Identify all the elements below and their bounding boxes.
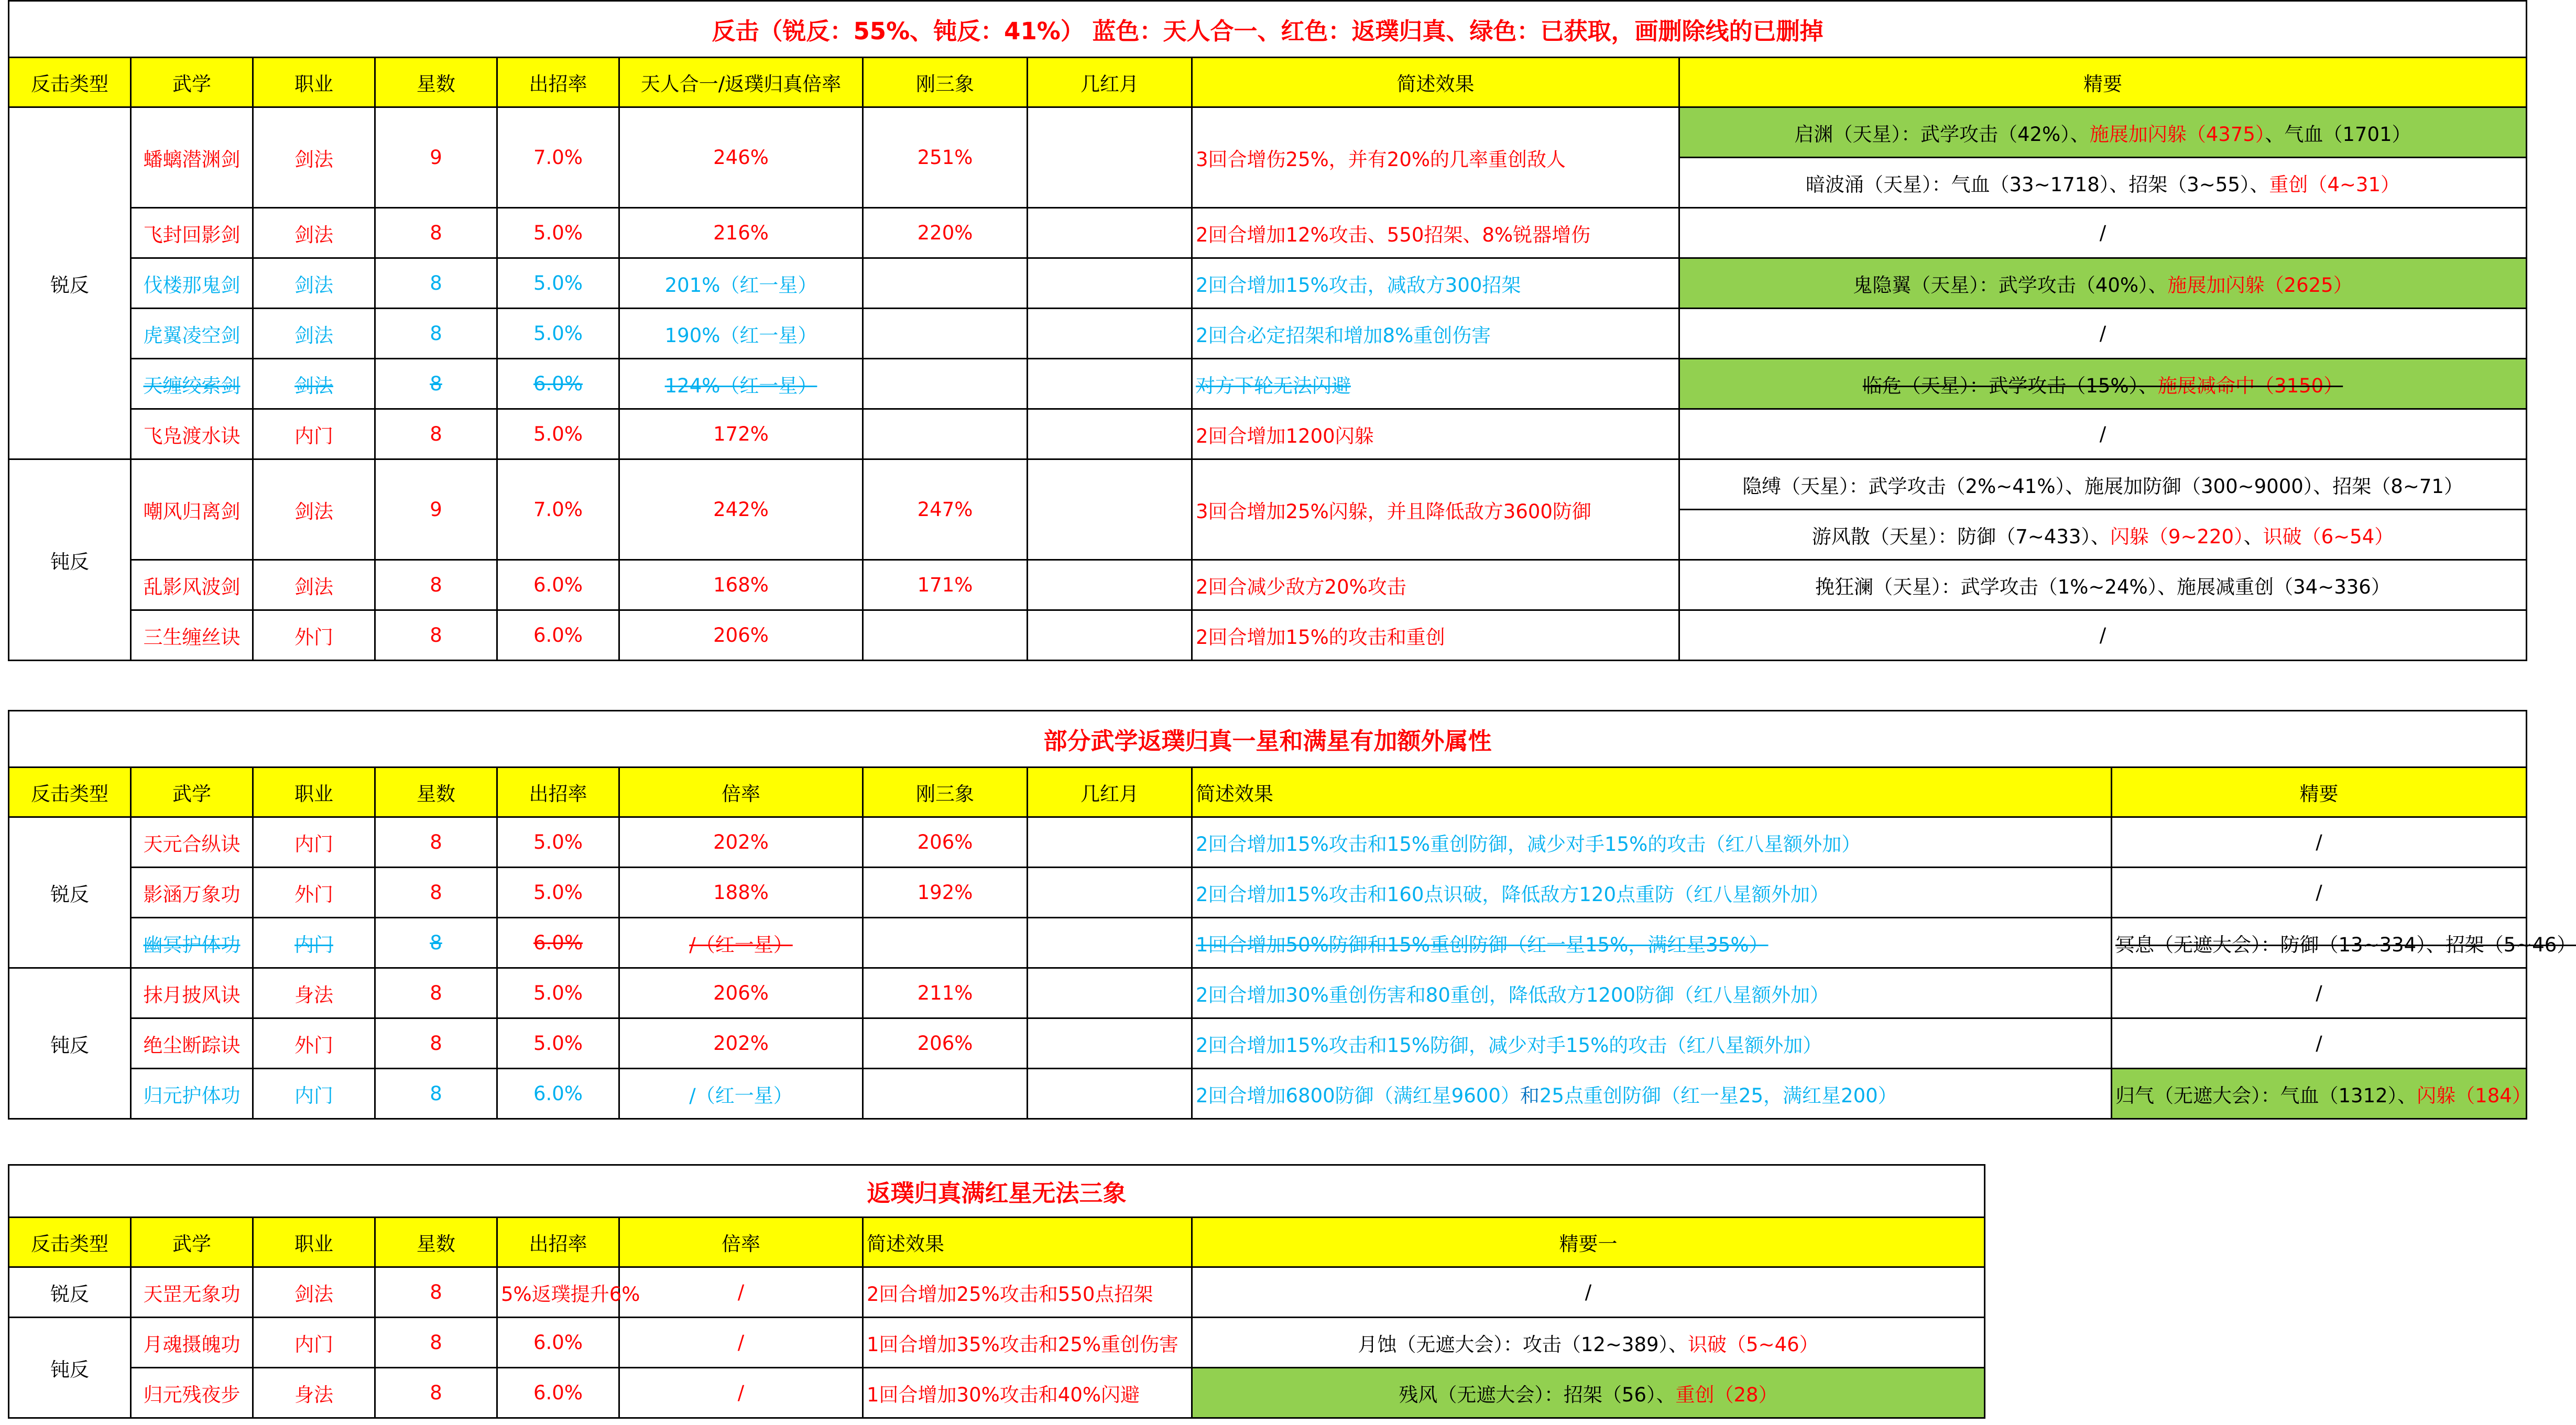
essence-highlight: 闪躲（184）	[2417, 1084, 2531, 1107]
skill-rate: 6.0%	[497, 1069, 619, 1119]
skill-hong	[1028, 309, 1192, 359]
skill-mult: 202%	[619, 1018, 863, 1069]
essence-text: 鬼隐翼（天星）：武学攻击（40%）、	[1853, 273, 2168, 297]
skill-effect: 3回合增加25%闪躲，并且降低敌方3600防御	[1192, 459, 1679, 560]
skill-star: 8	[375, 1018, 497, 1069]
group-label: 锐反	[9, 1267, 131, 1318]
skill-gang: 192%	[863, 868, 1028, 918]
essence-highlight: 重创（28）	[1675, 1383, 1778, 1406]
skill-job: 内门	[253, 817, 375, 868]
skill-essence	[2112, 1069, 2531, 1119]
skill-gang: 211%	[863, 968, 1028, 1018]
skill-effect	[1192, 1069, 2112, 1119]
skill-rate: 6.0%	[497, 1368, 619, 1418]
skill-mult: /	[619, 1318, 863, 1368]
skill-job: 剑法	[253, 560, 375, 610]
skill-name: 飞封回影剑	[131, 208, 253, 258]
group-label: 锐反	[9, 817, 131, 968]
skill-effect: 2回合必定招架和增加8%重创伤害	[1192, 309, 1679, 359]
skill-name: 幽冥护体功	[131, 918, 253, 968]
skill-job: 内门	[253, 1069, 375, 1119]
essence-text: 、	[2243, 525, 2263, 548]
skill-effect: 2回合增加12%攻击、550招架、8%锐器增伤	[1192, 208, 1679, 258]
essence-highlight: 重创（4~31）	[2269, 173, 2400, 196]
essence-text: 游风散（天星）：防御（7~433）、	[1811, 525, 2110, 548]
skill-essence: /	[2112, 1018, 2527, 1069]
skill-mult: /（红一星）	[619, 918, 863, 968]
effect-text: 25点重创防御（红一星25，满红星200）	[1539, 1084, 1897, 1107]
skill-essence: 挽狂澜（天星）：武学攻击（1%~24%）、施展减重创（34~336）	[1679, 560, 2527, 610]
skill-hong	[1028, 258, 1192, 309]
skill-name: 天元合纵诀	[131, 817, 253, 868]
skill-rate: 5.0%	[497, 868, 619, 918]
skill-gang: 220%	[863, 208, 1028, 258]
skill-hong	[1028, 817, 1192, 868]
skill-essence: /	[2112, 868, 2527, 918]
skill-name: 天罡无象功	[131, 1267, 253, 1318]
skill-gang: 206%	[863, 817, 1028, 868]
skill-effect: 2回合增加15%的攻击和重创	[1192, 610, 1679, 661]
skill-gang: 251%	[863, 107, 1028, 208]
skill-essence: /	[2112, 968, 2527, 1018]
skill-hong	[1028, 1069, 1192, 1119]
header-essence: 精要	[2112, 768, 2527, 817]
essence-highlight: 施展加闪躲（2625）	[2167, 273, 2353, 297]
skill-effect: 3回合增伤25%，并有20%的几率重创敌人	[1192, 107, 1679, 208]
skill-job: 剑法	[253, 258, 375, 309]
skill-hong	[1028, 560, 1192, 610]
header-rate: 出招率	[497, 1218, 619, 1267]
skill-essence	[1679, 158, 2527, 208]
skill-mult: 190%（红一星）	[619, 309, 863, 359]
skill-effect: 1回合增加50%防御和15%重创防御（红一星15%，满红星35%）	[1192, 918, 2112, 968]
skill-rate: 5%返璞提升6%	[497, 1267, 619, 1318]
skill-star: 8	[375, 918, 497, 968]
effect-text: 2回合增加6800防御（满红星9600）	[1196, 1084, 1520, 1107]
skill-mult: 124%（红一星）	[619, 359, 863, 409]
skill-job: 内门	[253, 409, 375, 459]
skill-name: 飞凫渡水诀	[131, 409, 253, 459]
table-counter-skills	[8, 0, 2527, 661]
essence-text: 月蚀（无遮大会）：攻击（12~389）、	[1358, 1333, 1688, 1356]
skill-star: 8	[375, 258, 497, 309]
skill-hong	[1028, 107, 1192, 208]
skill-job: 外门	[253, 868, 375, 918]
skill-star: 8	[375, 409, 497, 459]
skill-name: 伐楼那鬼剑	[131, 258, 253, 309]
header-skill: 武学	[131, 1218, 253, 1267]
skill-essence: /	[1192, 1267, 1985, 1318]
skill-gang	[863, 359, 1028, 409]
header-multiplier: 倍率	[619, 768, 863, 817]
skill-hong	[1028, 1018, 1192, 1069]
skill-rate: 5.0%	[497, 258, 619, 309]
skill-rate: 6.0%	[497, 560, 619, 610]
skill-rate: 5.0%	[497, 968, 619, 1018]
skill-essence	[1192, 1368, 1985, 1418]
skill-rate: 5.0%	[497, 309, 619, 359]
header-skill: 武学	[131, 58, 253, 107]
skill-star: 8	[375, 610, 497, 661]
skill-name: 天缠绞索剑	[131, 359, 253, 409]
skill-mult: 168%	[619, 560, 863, 610]
skill-mult: 206%	[619, 968, 863, 1018]
table3-title: 返璞归真满红星无法三象	[9, 1165, 1985, 1218]
skill-job: 剑法	[253, 1267, 375, 1318]
skill-job: 剑法	[253, 359, 375, 409]
skill-rate: 7.0%	[497, 107, 619, 208]
header-counter-type: 反击类型	[9, 768, 131, 817]
essence-text: 、气血（1701）	[2265, 123, 2411, 146]
header-stars: 星数	[375, 768, 497, 817]
skill-job: 内门	[253, 918, 375, 968]
skill-rate: 5.0%	[497, 208, 619, 258]
skill-hong	[1028, 610, 1192, 661]
skill-mult: 242%	[619, 459, 863, 560]
skill-star: 8	[375, 968, 497, 1018]
skill-star: 8	[375, 1069, 497, 1119]
skill-name: 抹月披风诀	[131, 968, 253, 1018]
header-effect: 简述效果	[863, 1218, 1192, 1267]
group-label: 钝反	[9, 459, 131, 661]
skill-effect: 2回合增加15%攻击和160点识破，降低敌方120点重防（红八星额外加）	[1192, 868, 2112, 918]
group-label: 钝反	[9, 968, 131, 1119]
skill-hong	[1028, 359, 1192, 409]
skill-name: 蟠螭潜渊剑	[131, 107, 253, 208]
header-job: 职业	[253, 768, 375, 817]
skill-star: 9	[375, 107, 497, 208]
header-gang: 刚三象	[863, 768, 1028, 817]
skill-star: 8	[375, 359, 497, 409]
skill-essence	[1679, 510, 2527, 560]
skill-mult: 202%	[619, 817, 863, 868]
skill-job: 外门	[253, 610, 375, 661]
essence-text: 临危（天星）：武学攻击（15%）、	[1862, 374, 2158, 397]
table-no-triple	[8, 1164, 1985, 1419]
skill-job: 剑法	[253, 309, 375, 359]
header-essence: 精要一	[1192, 1218, 1985, 1267]
header-stars: 星数	[375, 1218, 497, 1267]
skill-name: 嘲风归离剑	[131, 459, 253, 560]
skill-star: 8	[375, 1267, 497, 1318]
skill-gang	[863, 1069, 1028, 1119]
skill-gang	[863, 258, 1028, 309]
header-job: 职业	[253, 58, 375, 107]
skill-essence	[1192, 1318, 1985, 1368]
skill-star: 8	[375, 560, 497, 610]
skill-mult: 246%	[619, 107, 863, 208]
skill-hong	[1028, 208, 1192, 258]
table-extra-attributes	[8, 710, 2576, 1120]
skill-rate: 5.0%	[497, 1018, 619, 1069]
skill-effect: 2回合减少敌方20%攻击	[1192, 560, 1679, 610]
skill-rate: 5.0%	[497, 409, 619, 459]
skill-essence: /	[1679, 208, 2527, 258]
skill-essence	[1679, 107, 2527, 158]
skill-essence: /	[2112, 817, 2527, 868]
skill-mult: 206%	[619, 610, 863, 661]
skill-job: 身法	[253, 1368, 375, 1418]
skill-name: 三生缠丝诀	[131, 610, 253, 661]
skill-star: 8	[375, 1368, 497, 1418]
header-multiplier: 天人合一/返璞归真倍率	[619, 58, 863, 107]
skill-star: 8	[375, 208, 497, 258]
header-essence: 精要	[1679, 58, 2527, 107]
skill-star: 8	[375, 1318, 497, 1368]
header-rate: 出招率	[497, 768, 619, 817]
header-counter-type: 反击类型	[9, 1218, 131, 1267]
table2-title: 部分武学返璞归真一星和满星有加额外属性	[9, 711, 2527, 768]
skill-star: 9	[375, 459, 497, 560]
skill-name: 月魂摄魄功	[131, 1318, 253, 1368]
header-stars: 星数	[375, 58, 497, 107]
essence-highlight: 识破（5~46）	[1688, 1333, 1819, 1356]
skill-effect: 1回合增加35%攻击和25%重创伤害	[863, 1318, 1192, 1368]
skill-effect: 1回合增加30%攻击和40%闪避	[863, 1368, 1192, 1418]
essence-highlight: 闪躲（9~220）	[2110, 525, 2244, 548]
skill-job: 剑法	[253, 208, 375, 258]
skill-gang	[863, 918, 1028, 968]
skill-essence: /	[1679, 409, 2527, 459]
skill-effect: 2回合增加15%攻击和15%防御，减少对手15%的攻击（红八星额外加）	[1192, 1018, 2112, 1069]
group-label: 锐反	[9, 107, 131, 459]
header-skill: 武学	[131, 768, 253, 817]
skill-name: 乱影风波剑	[131, 560, 253, 610]
skill-job: 内门	[253, 1318, 375, 1368]
skill-mult: 172%	[619, 409, 863, 459]
skill-mult: 188%	[619, 868, 863, 918]
header-effect: 简述效果	[1192, 768, 2112, 817]
header-job: 职业	[253, 1218, 375, 1267]
skill-name: 影涵万象功	[131, 868, 253, 918]
skill-rate: 7.0%	[497, 459, 619, 560]
skill-rate: 6.0%	[497, 359, 619, 409]
skill-gang	[863, 610, 1028, 661]
skill-name: 绝尘断踪诀	[131, 1018, 253, 1069]
skill-mult: /（红一星）	[619, 1069, 863, 1119]
skill-effect: 2回合增加1200闪躲	[1192, 409, 1679, 459]
skill-effect: 2回合增加25%攻击和550点招架	[863, 1267, 1192, 1318]
essence-text: 归气（无遮大会）：气血（1312）、	[2115, 1084, 2417, 1107]
skill-gang	[863, 309, 1028, 359]
table1-title: 反击（锐反：55%、钝反：41%） 蓝色：天人合一、红色：返璞归真、绿色：已获取，画删除线的已删掉	[9, 1, 2527, 58]
essence-text: 启渊（天星）：武学攻击（42%）、	[1794, 123, 2090, 146]
skill-job: 剑法	[253, 107, 375, 208]
header-counter-type: 反击类型	[9, 58, 131, 107]
skill-star: 8	[375, 309, 497, 359]
header-multiplier: 倍率	[619, 1218, 863, 1267]
skill-mult: /	[619, 1368, 863, 1418]
skill-hong	[1028, 918, 1192, 968]
skill-gang: 171%	[863, 560, 1028, 610]
skill-mult: 216%	[619, 208, 863, 258]
skill-star: 8	[375, 868, 497, 918]
skill-gang: 206%	[863, 1018, 1028, 1069]
header-effect: 简述效果	[1192, 58, 1679, 107]
skill-rate: 6.0%	[497, 1318, 619, 1368]
header-rate: 出招率	[497, 58, 619, 107]
skill-rate: 6.0%	[497, 610, 619, 661]
skill-job: 剑法	[253, 459, 375, 560]
header-hong: 几红月	[1028, 768, 1192, 817]
skill-effect: 2回合增加15%攻击和15%重创防御，减少对手15%的攻击（红八星额外加）	[1192, 817, 2112, 868]
skill-effect: 2回合增加15%攻击，减敌方300招架	[1192, 258, 1679, 309]
skill-mult: 201%（红一星）	[619, 258, 863, 309]
skill-essence	[1679, 359, 2527, 409]
essence-text: 暗波涌（天星）：气血（33~1718）、招架（3~55）、	[1806, 173, 2269, 196]
skill-job: 外门	[253, 1018, 375, 1069]
group-label: 钝反	[9, 1318, 131, 1418]
skill-essence	[1679, 258, 2527, 309]
essence-text: 残风（无遮大会）：招架（56）、	[1399, 1383, 1676, 1406]
skill-hong	[1028, 868, 1192, 918]
header-gang: 刚三象	[863, 58, 1028, 107]
skill-mult: /	[619, 1267, 863, 1318]
skill-name: 归元残夜步	[131, 1368, 253, 1418]
skill-hong	[1028, 968, 1192, 1018]
skill-effect: 对方下轮无法闪避	[1192, 359, 1679, 409]
essence-highlight: 识破（6~54）	[2263, 525, 2394, 548]
skill-hong	[1028, 459, 1192, 560]
skill-hong	[1028, 409, 1192, 459]
skill-essence: /	[1679, 610, 2527, 661]
skill-effect: 2回合增加30%重创伤害和80重创，降低敌方1200防御（红八星额外加）	[1192, 968, 2112, 1018]
skill-star: 8	[375, 817, 497, 868]
header-hong: 几红月	[1028, 58, 1192, 107]
skill-name: 虎翼凌空剑	[131, 309, 253, 359]
skill-name: 归元护体功	[131, 1069, 253, 1119]
skill-essence: 隐缚（天星）：武学攻击（2%~41%）、施展加防御（300~9000）、招架（8~71）	[1679, 459, 2527, 510]
skill-essence: 冥息（无遮大会）：防御（13~334）、招架（5~46）	[2112, 918, 2527, 968]
skill-job: 身法	[253, 968, 375, 1018]
skill-rate: 6.0%	[497, 918, 619, 968]
essence-highlight: 施展加闪躲（4375）	[2089, 123, 2265, 146]
skill-essence: /	[1679, 309, 2527, 359]
skill-gang	[863, 409, 1028, 459]
skill-rate: 5.0%	[497, 817, 619, 868]
skill-gang: 247%	[863, 459, 1028, 560]
effect-text: 和	[1520, 1084, 1540, 1107]
essence-highlight: 施展减命中（3150）	[2158, 374, 2343, 397]
